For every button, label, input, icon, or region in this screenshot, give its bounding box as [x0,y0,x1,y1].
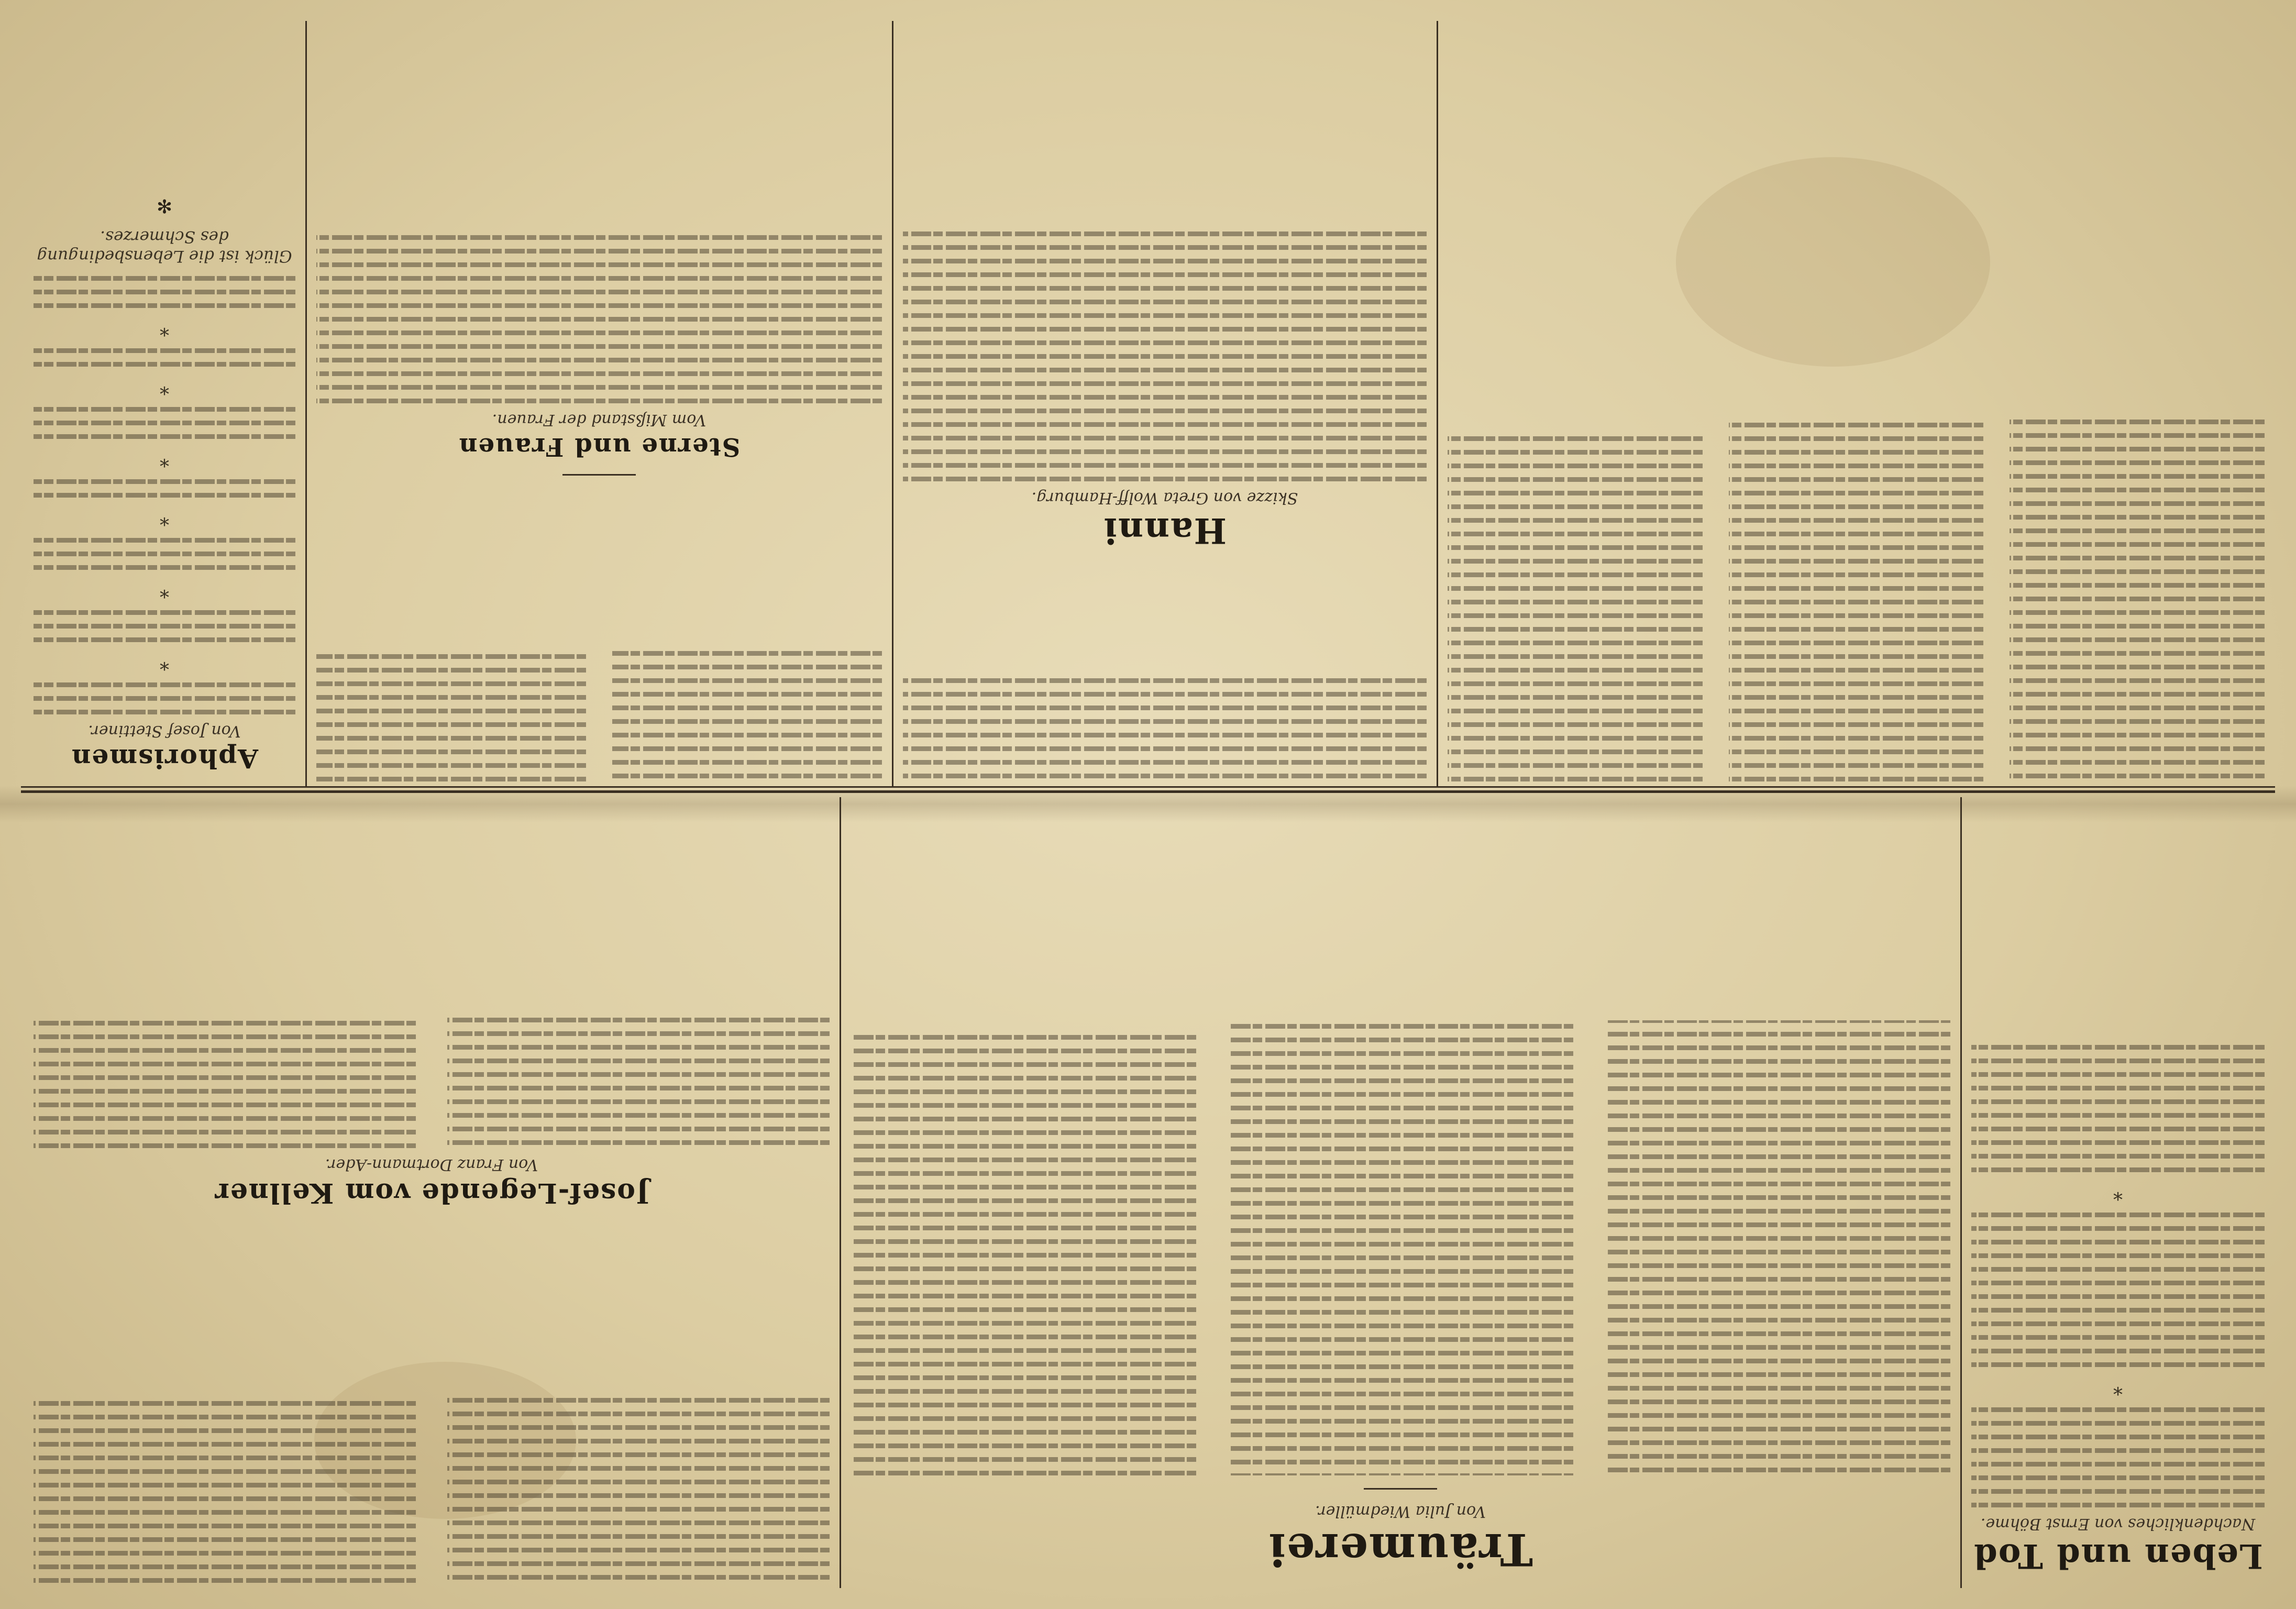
article-subtitle-traeumerei: Von Julia Wiedmüller. [1315,1502,1486,1520]
article-subtitle-sterne: Vom Mißstand der Frauen. [492,411,707,429]
column-divider [892,21,893,787]
article-title-aphorismen: Aphorismen [71,743,259,774]
column-traeumerei [851,802,1950,1583]
article-body-traeumerei-cont [34,1216,830,1583]
article-subtitle-legende: Von Franz Dortmann-Ader. [325,1155,538,1174]
article-title-traeumerei: Träumerei [1267,1524,1533,1575]
column-hanni [903,26,1427,781]
article-body-lead [1448,417,2265,781]
article-body-traeumerei [851,1020,1950,1475]
column-hanni-lead [1448,26,2265,781]
article-subtitle-hanni: Skizze von Greta Wolff-Hamburg. [1031,489,1298,507]
article-body-legende [34,1010,830,1148]
bottom-band [21,16,2275,792]
article-title-leben-und-tod: Leben und Tod [1973,1536,2263,1575]
newspaper-page [21,16,2275,1593]
article-body-aphorismen: * * * * * * [34,276,295,714]
article-body-hanni [903,232,1427,481]
article-body-hanni-end [316,488,882,781]
column-legende [34,802,830,1583]
column-leben-und-tod [1971,802,2265,1583]
ornament-icon: ✻ [156,195,173,216]
footer-aphorism: Glück ist die Lebensbedingung des Schmerzes. [37,227,292,266]
column-divider [840,797,841,1588]
column-sterne [316,26,882,781]
article-body-leben-und-tod: * * [1971,1045,2265,1507]
column-divider [1960,797,1962,1588]
top-band [21,792,2275,1593]
article-title-sterne: Sterne und Frauen [458,432,741,461]
article-title-legende: Josef-Legende vom Kellner [214,1177,649,1209]
article-title-hanni: Hanni [1102,510,1227,551]
article-subtitle-leben-und-tod: Nachdenkliches von Ernst Böhme. [1980,1515,2256,1533]
article-subtitle-aphorismen: Von Josef Stettiner. [88,722,241,740]
article-body-hanni-cont [903,558,1427,778]
column-aphorismen [34,26,295,781]
column-divider [1437,21,1438,787]
article-body-sterne [316,235,882,403]
column-divider [305,21,307,787]
